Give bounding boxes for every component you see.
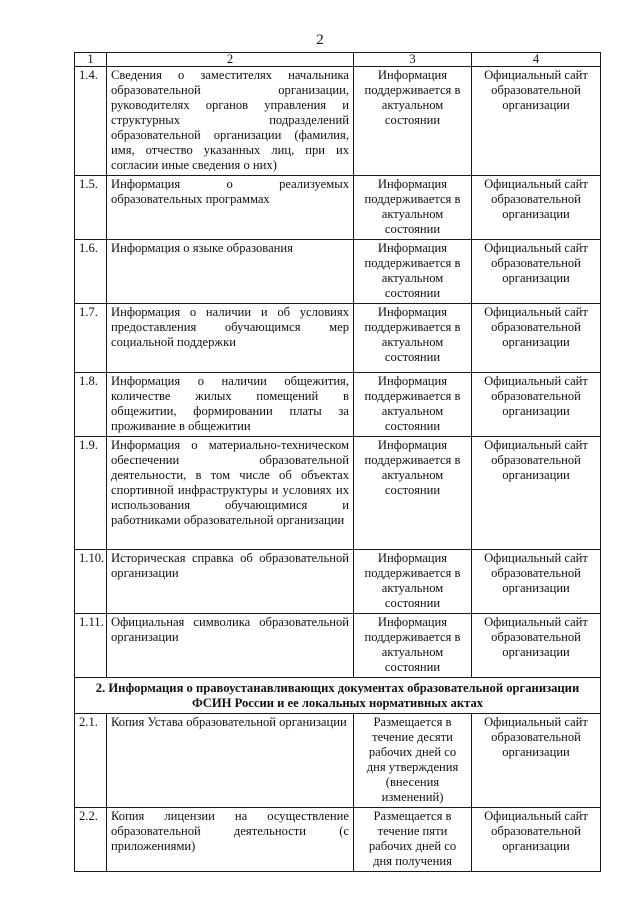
row-term: Размещается в течение десяти рабочих дней со дня утверждения (внесения изменений) [354, 714, 472, 808]
row-place: Официальный сайт образовательной организации [472, 373, 601, 437]
row-number: 1.11. [75, 614, 107, 678]
column-header: 3 [354, 53, 472, 67]
row-place: Официальный сайт образовательной организации [472, 240, 601, 304]
page-number: 2 [316, 32, 324, 48]
row-place: Официальный сайт образовательной организации [472, 614, 601, 678]
row-number: 2.2. [75, 808, 107, 872]
table-row [75, 304, 601, 373]
table-row [75, 437, 601, 550]
table-row [75, 373, 601, 437]
row-description: Информация о реализуемых образовательных программах [107, 176, 354, 240]
row-number: 1.10. [75, 550, 107, 614]
row-place: Официальный сайт образовательной организации [472, 67, 601, 176]
row-place: Официальный сайт образовательной организации [472, 176, 601, 240]
row-description: Копия Устава образовательной организации [107, 714, 354, 808]
table-row [75, 67, 601, 176]
table-row [75, 550, 601, 614]
row-term: Информация поддерживается в актуальном состоянии [354, 240, 472, 304]
row-term: Информация поддерживается в актуальном состоянии [354, 550, 472, 614]
row-description: Информация о наличии и об условиях предоставления обучающимся мер социальной поддержки [107, 304, 354, 373]
section-title: 2. Информация о правоустанавливающих документах образовательной организации ФСИН России и ее локальных нормативных актах [75, 678, 601, 714]
table-row [75, 240, 601, 304]
column-header: 2 [107, 53, 354, 67]
row-number: 1.6. [75, 240, 107, 304]
row-number: 1.8. [75, 373, 107, 437]
row-number: 1.9. [75, 437, 107, 550]
row-place: Официальный сайт образовательной организации [472, 808, 601, 872]
row-description: Информация о материально-техническом обеспечении образовательной деятельности, в том числе об объектах спортивной инфраструктуры и условиях их использования обучающимися и работниками образовательной организации [107, 437, 354, 550]
row-term: Информация поддерживается в актуальном состоянии [354, 176, 472, 240]
row-place: Официальный сайт образовательной организации [472, 714, 601, 808]
row-place: Официальный сайт образовательной организации [472, 437, 601, 550]
row-description: Информация о языке образования [107, 240, 354, 304]
table-row [75, 614, 601, 678]
row-place: Официальный сайт образовательной организации [472, 304, 601, 373]
row-description: Копия лицензии на осуществление образовательной деятельности (с приложениями) [107, 808, 354, 872]
table-row [75, 808, 601, 872]
table-row [75, 714, 601, 808]
row-description: Информация о наличии общежития, количестве жилых помещений в общежитии, формировании платы за проживание в общежитии [107, 373, 354, 437]
column-header: 4 [472, 53, 601, 67]
row-description: Сведения о заместителях начальника образовательной организации, руководителях органов управления и структурных подразделений образовательной организации (фамилия, имя, отчество указанных лиц, при их согласии иные сведения о них) [107, 67, 354, 176]
row-number: 1.5. [75, 176, 107, 240]
row-term: Информация поддерживается в актуальном состоянии [354, 373, 472, 437]
row-term: Информация поддерживается в актуальном состоянии [354, 437, 472, 550]
column-header: 1 [75, 53, 107, 67]
row-term: Информация поддерживается в актуальном состоянии [354, 304, 472, 373]
info-table [74, 52, 601, 872]
row-number: 1.4. [75, 67, 107, 176]
row-description: Официальная символика образовательной организации [107, 614, 354, 678]
row-place: Официальный сайт образовательной организации [472, 550, 601, 614]
table-row [75, 176, 601, 240]
row-number: 2.1. [75, 714, 107, 808]
row-description: Историческая справка об образовательной организации [107, 550, 354, 614]
row-term: Информация поддерживается в актуальном состоянии [354, 614, 472, 678]
table-header-row [75, 53, 601, 67]
row-number: 1.7. [75, 304, 107, 373]
row-term: Информация поддерживается в актуальном состоянии [354, 67, 472, 176]
row-term: Размещается в течение пяти рабочих дней со дня получения [354, 808, 472, 872]
section-header-row [75, 678, 601, 714]
